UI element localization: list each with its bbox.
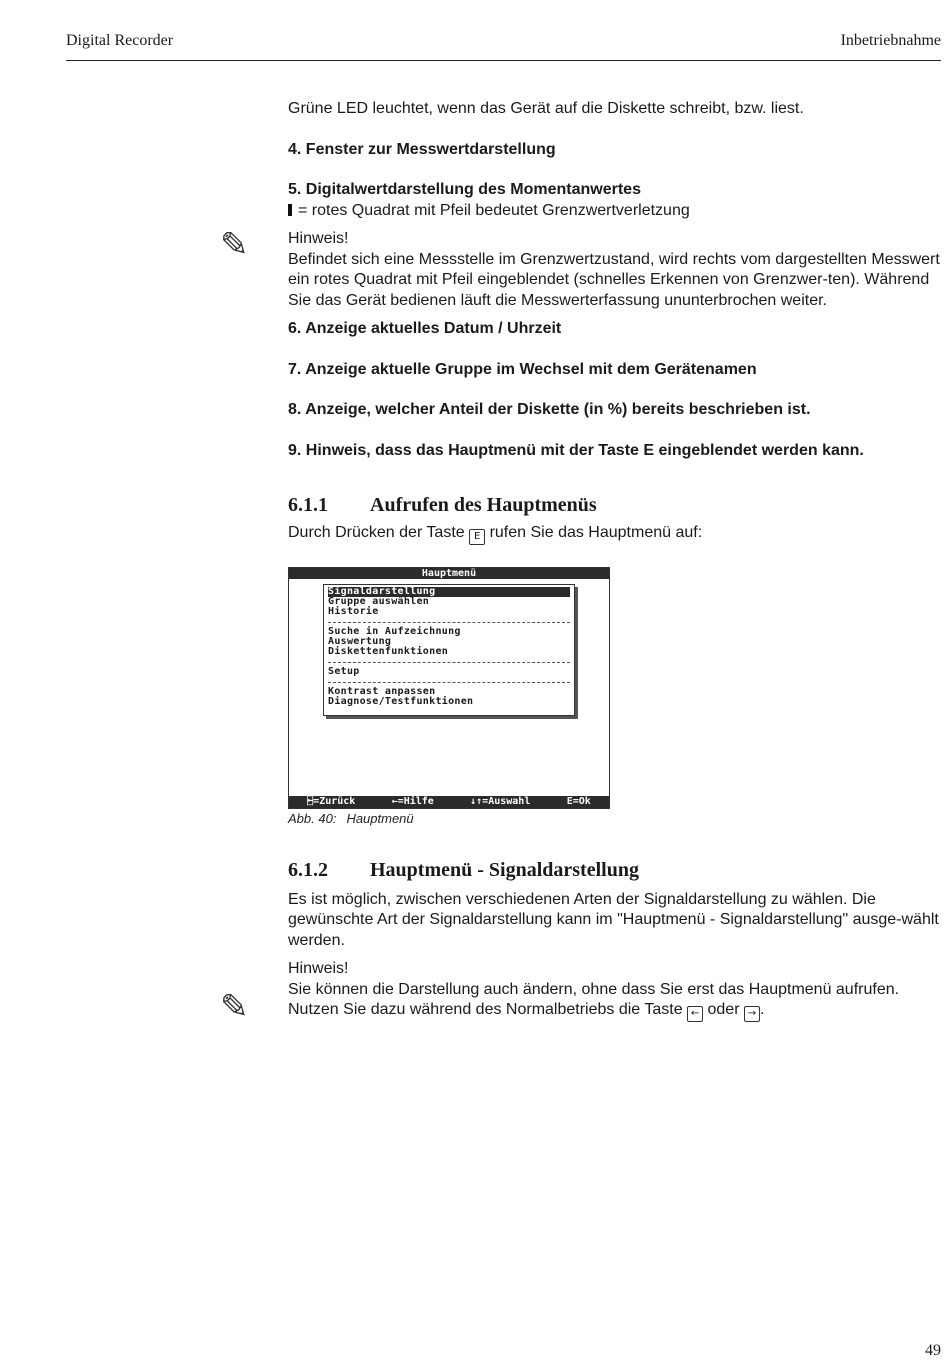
section-text: Durch Drücken der Taste E rufen Sie das Hauptmenü auf: — [288, 523, 943, 545]
section-title: Aufrufen des Hauptmenüs — [370, 494, 597, 516]
limit-marker-icon — [288, 204, 292, 216]
item-7: 7. Anzeige aktuelle Gruppe im Wechsel mit dem Gerätenamen — [288, 360, 757, 378]
note-text: Sie können die Darstellung auch ändern, ohne dass Sie erst das Hauptmenü aufrufen. — [288, 980, 900, 998]
footer-ok: E=Ok — [566, 795, 591, 807]
intro-text: Grüne LED leuchtet, wenn das Gerät auf die Diskette schreibt, bzw. liest. — [288, 100, 804, 117]
item-6: 6. Anzeige aktuelles Datum / Uhrzeit — [288, 320, 562, 337]
footer-help: ←=Hilfe — [391, 795, 434, 807]
header-title: Digital Recorder — [66, 32, 174, 49]
figure-caption: Abb. 40: Hauptmenü — [288, 811, 414, 826]
main-menu-screen — [288, 567, 610, 809]
section-number: 6.1.1 — [288, 494, 328, 516]
key-e-icon: E — [469, 529, 485, 545]
header-section: Inbetriebnahme — [840, 32, 941, 49]
note-title: Hinweis! — [288, 230, 349, 247]
item-8: 8. Anzeige, welcher Anteil der Diskette (in %) bereits beschrieben ist. — [288, 401, 811, 418]
screen-title: Hauptmenü — [289, 568, 609, 579]
menu-item-auswertung[interactable]: Auswertung — [328, 636, 392, 647]
menu-item-diagnose[interactable]: Diagnose/Testfunktionen — [328, 696, 474, 707]
arrow-right-key-icon: → — [744, 1006, 760, 1022]
note-title: Hinweis! — [288, 960, 349, 977]
menu-item-setup[interactable]: Setup — [328, 666, 360, 677]
section-title: Hauptmenü - Signaldarstellung — [370, 858, 639, 881]
menu-separator — [328, 677, 570, 687]
item-5-note: = rotes Quadrat mit Pfeil bedeutet Grenzwertverletzung — [288, 201, 943, 222]
page-number: 49 — [925, 1342, 941, 1359]
pencil-icon: ✎ — [220, 987, 249, 1027]
main-content — [288, 99, 943, 1022]
pencil-icon: ✎ — [220, 225, 249, 265]
menu-item-signaldarstellung[interactable]: Signaldarstellung — [328, 587, 570, 597]
menu-item-suche[interactable]: Suche in Aufzeichnung — [328, 626, 461, 637]
item-9: 9. Hinweis, dass das Hauptmenü mit der Taste E eingeblendet werden kann. — [288, 441, 864, 459]
note-text: Befindet sich eine Messstelle im Grenzwertzustand, wird rechts vom dargestellten Messwert ein rotes Quadrat mit Pfeil eingeblendet (schnelles Erkennen von Grenzwer-ten). Während Sie das Gerät bedienen läuft die Messwerterfassung ununterbrochen weiter. — [288, 250, 940, 309]
menu-box — [323, 584, 575, 716]
item-4: 4. Fenster zur Messwertdarstellung — [288, 140, 556, 158]
menu-item-historie[interactable]: Historie — [328, 606, 379, 617]
section-heading — [288, 858, 943, 882]
menu-item-kontrast[interactable]: Kontrast anpassen — [328, 686, 436, 697]
section-text: Es ist möglich, zwischen verschiedenen Arten der Signaldarstellung zu wählen. Die gewünschte Art der Signaldarstellung kann im "Hauptmenü - Signaldarstellung" ausge-wählt werden. — [288, 890, 939, 949]
section-heading — [288, 493, 943, 517]
section-number: 6.1.2 — [288, 858, 328, 881]
menu-item-gruppe[interactable]: Gruppe auswählen — [328, 596, 430, 607]
menu-item-diskette[interactable]: Diskettenfunktionen — [328, 646, 449, 657]
menu-separator — [328, 657, 570, 667]
header-rule — [66, 60, 941, 61]
screen-footer — [289, 796, 609, 808]
item-5: 5. Digitalwertdarstellung des Momentanwertes — [288, 181, 641, 198]
footer-select: ↓↑=Auswahl — [470, 795, 531, 807]
footer-back: ⍇=Zurück — [307, 795, 356, 807]
arrow-left-key-icon: ← — [687, 1006, 703, 1022]
note-text: Nutzen Sie dazu während des Normalbetriebs die Taste ← oder → . — [288, 1000, 943, 1022]
menu-separator — [328, 617, 570, 627]
